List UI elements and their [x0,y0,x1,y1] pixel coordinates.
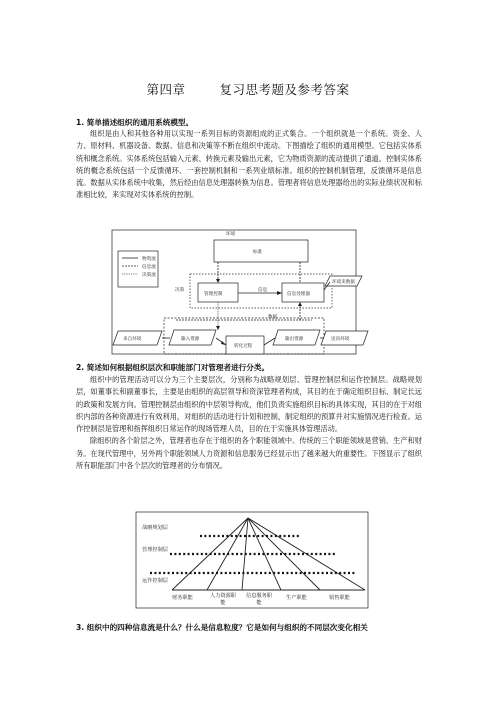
info-label: 信息 [258,288,268,293]
answer-2-paragraph-1: 组织中的管理活动可以分为三个主要层次，分别称为战略规划层、管理控制层和运作控制层。战略规划层，如董事长和副董事长，主要是由组织的高层领导和资深管理者构成，其目的在于确定组织目标、制定长远的政策和发展方向。管理控制层由组织的中层领导构成，他们负责实施组织目标的具体实现，其目的在于对组织内部的各种资源进行有效利用，对组织的活动进行计划和控制，制定组织的预算并对实施情况进行检查。运作控制层是管理和指挥组织日常运作的现场管理人员，目的在于实施具体管理活动。 [76,375,422,434]
answer-1-paragraph: 组织是由人和其他各种用以实现一系列目标的资源组成的正式集合。一个组织就是一个系统。资金、人力、原材料、机器设备、数据、信息和决策等不断在组织中流动。下图描绘了组织的通用模型。它包括实体系统和概念系统。实体系统包括输入元素、转换元素及输出元素，它为物质资源的流动提供了通道。控制实体系统的概念系统包括一个反馈循环、一套控制机制和一系列业绩标准。组织的控制机制管理，反馈循环是信息流。数据从实体系统中收集，然后经由信息处理器转换为信息。管理者将信息处理器给出的实际业绩状况和标准相比较，来实现对实体系统的控制。 [76,129,422,200]
to-env-label: 送向环境 [331,337,350,342]
question-3-heading: 3. 组织中的四种信息流是什么？什么是信息粒度？它是如何与组织的不同层次变化相关 [76,623,368,632]
function-production: 生产职能 [286,595,307,601]
environment-label: 环境 [226,232,236,237]
level-strategic: 战略规划层 [142,525,168,531]
from-env-label: 来自环境 [123,337,142,342]
function-hr: 人力资源职能 [210,593,236,606]
question-2-heading: 2. 简述如何根据组织层次和职能部门对管理者进行分类。 [76,363,270,372]
standard-label: 标准 [253,250,263,255]
transform-label: 转化过程 [234,344,253,349]
function-sales: 销售职能 [329,595,350,601]
legend-information: 信息流 [142,265,156,270]
legend-decision: 决策流 [142,273,156,278]
info-processor-label: 信息处理器 [287,292,310,297]
chapter-title: 复习思考题及参考答案 [219,82,350,97]
function-finance: 财务职能 [172,595,193,601]
env-data-label: 环境来数据 [332,280,355,285]
output-resources-label: 输出资源 [285,337,304,342]
data-label: 数据 [268,315,278,320]
level-operational: 运作控制层 [142,578,168,584]
level-management: 管理控制层 [142,547,168,553]
chapter-label: 第四章 [146,82,186,97]
question-1-heading: 1. 简单描述组织的通用系统模型。 [76,118,194,127]
function-info-services: 信息服务职能 [246,593,272,606]
legend-material: 物资流 [142,257,156,262]
management-control-label: 管理控制 [204,292,223,297]
input-resources-label: 输入资源 [181,337,200,342]
decision-label: 决策 [175,288,185,293]
answer-2-paragraph-2: 除组织的各个阶层之外，管理者也存在于组织的各个职能领域中。传统的三个职能领域是营销、生产和财务。在现代管理中，另外两个职能领域人力资源和信息服务已经显示出了越来越大的重要性。下图显示了组织所有职能部门中各个层次的管理者的分布情况。 [76,436,422,471]
